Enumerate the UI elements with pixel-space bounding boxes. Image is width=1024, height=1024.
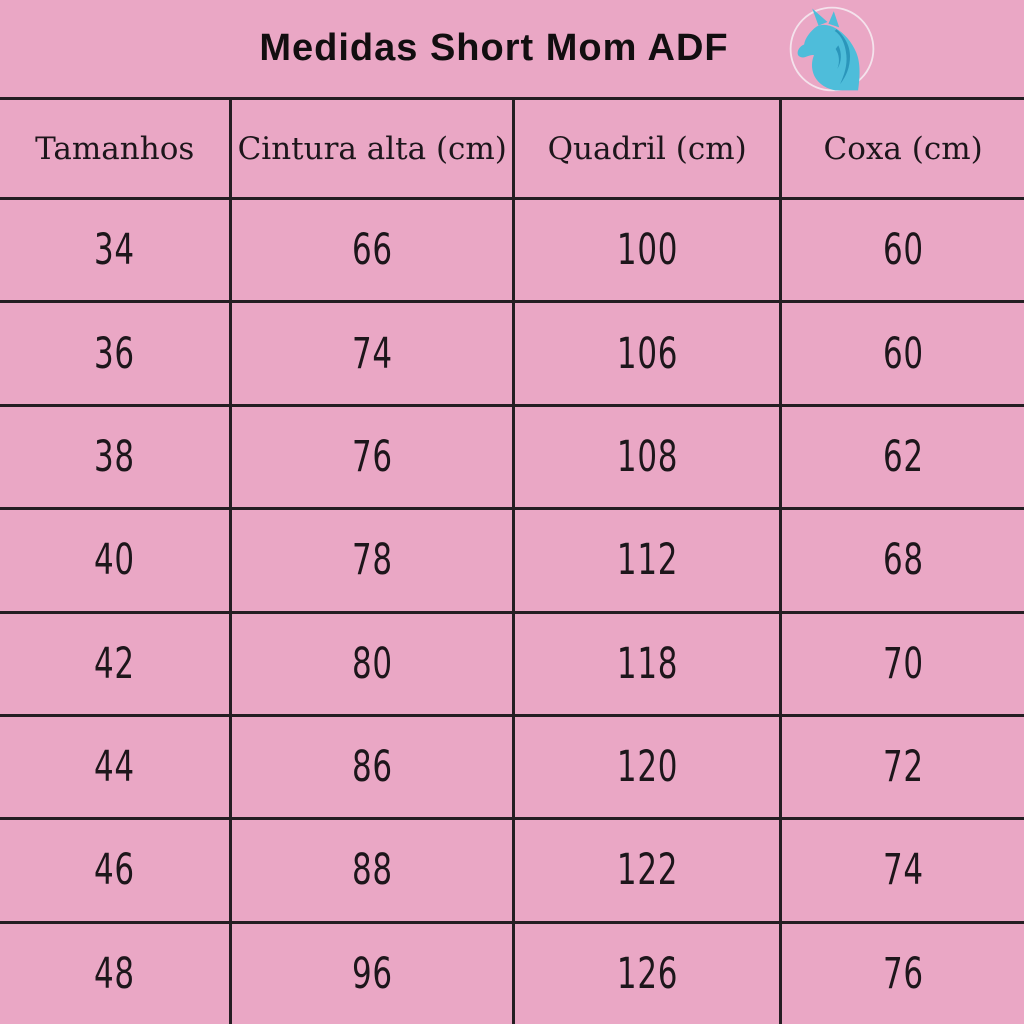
table-cell: [0, 404, 232, 507]
measurement-table: [0, 97, 1024, 1024]
cell-value: 76: [882, 948, 924, 999]
table-cell: [232, 404, 515, 507]
table-cell: [0, 921, 232, 1024]
cell-value: 78: [351, 535, 393, 586]
table-cell: [515, 404, 782, 507]
page-title: Medidas Short Mom ADF: [259, 27, 729, 69]
table-cell: [515, 817, 782, 920]
cell-value: 44: [94, 742, 136, 793]
table-cell: [232, 714, 515, 817]
table-cell: [232, 507, 515, 610]
table-cell: [0, 507, 232, 610]
cell-value: 122: [616, 845, 678, 896]
cell-value: 118: [616, 638, 678, 689]
cell-value: 74: [351, 328, 393, 379]
table-cell: [782, 611, 1024, 714]
cell-value: 62: [882, 431, 924, 482]
cell-value: 48: [94, 948, 136, 999]
cell-value: 46: [94, 845, 136, 896]
table-cell: [515, 921, 782, 1024]
cell-value: 34: [94, 225, 136, 276]
cell-value: 100: [616, 225, 678, 276]
cell-value: 60: [882, 328, 924, 379]
table-cell: [0, 817, 232, 920]
table-cell: [782, 921, 1024, 1024]
cell-value: 36: [94, 328, 136, 379]
table-cell: [515, 714, 782, 817]
table-cell: [232, 611, 515, 714]
cell-value: 76: [351, 431, 393, 482]
unicorn-logo-icon: [787, 4, 877, 94]
table-cell: [515, 300, 782, 403]
table-cell: [515, 611, 782, 714]
cell-value: 96: [351, 948, 393, 999]
table-cell: [232, 197, 515, 300]
cell-value: 108: [616, 431, 678, 482]
table-cell: [782, 404, 1024, 507]
table-cell: [515, 507, 782, 610]
cell-value: 68: [882, 535, 924, 586]
table-cell: [782, 300, 1024, 403]
table-cell: [232, 921, 515, 1024]
table-cell: [515, 197, 782, 300]
column-header: Quadril (cm): [515, 97, 782, 197]
cell-value: 106: [616, 328, 678, 379]
table-cell: [0, 197, 232, 300]
cell-value: 38: [94, 431, 136, 482]
cell-value: 120: [616, 742, 678, 793]
cell-value: 42: [94, 638, 136, 689]
cell-value: 40: [94, 535, 136, 586]
column-header: Cintura alta (cm): [232, 97, 515, 197]
cell-value: 126: [616, 948, 678, 999]
cell-value: 60: [882, 225, 924, 276]
table-cell: [0, 714, 232, 817]
table-cell: [782, 507, 1024, 610]
cell-value: 80: [351, 638, 393, 689]
cell-value: 70: [882, 638, 924, 689]
column-header: Coxa (cm): [782, 97, 1024, 197]
table-cell: [782, 817, 1024, 920]
table-cell: [782, 714, 1024, 817]
table-cell: [0, 300, 232, 403]
table-cell: [232, 300, 515, 403]
cell-value: 86: [351, 742, 393, 793]
column-header: Tamanhos: [0, 97, 232, 197]
cell-value: 112: [616, 535, 678, 586]
table-cell: [782, 197, 1024, 300]
table-cell: [232, 817, 515, 920]
header: [0, 0, 1024, 97]
cell-value: 66: [351, 225, 393, 276]
cell-value: 74: [882, 845, 924, 896]
table-cell: [0, 611, 232, 714]
cell-value: 72: [882, 742, 924, 793]
cell-value: 88: [351, 845, 393, 896]
